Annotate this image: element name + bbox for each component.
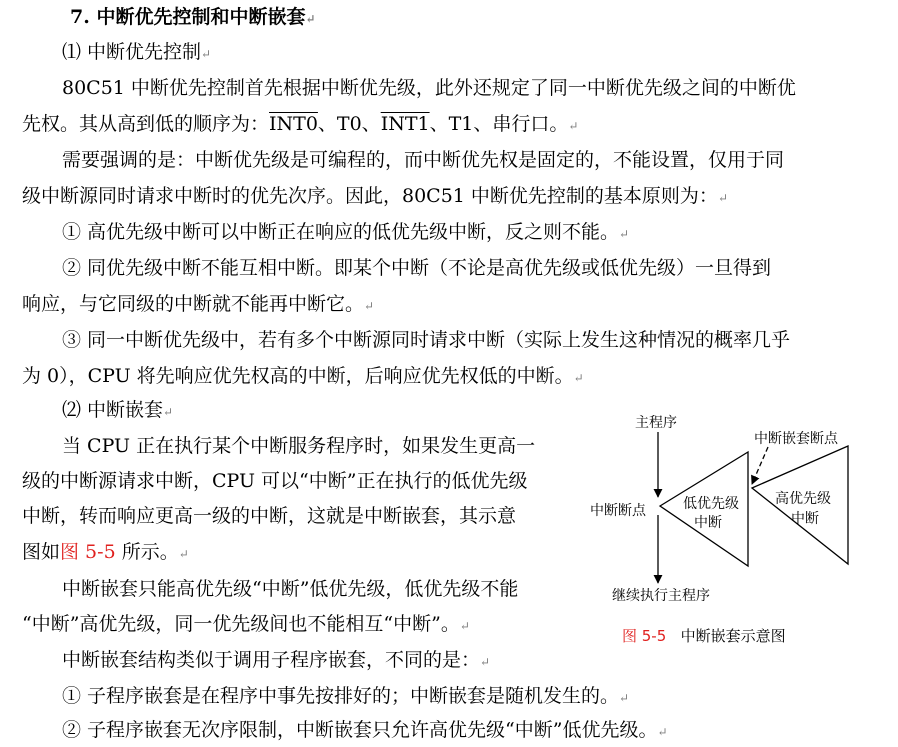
paragraph-priority-line: 80C51 中断优先控制首先根据中断优先级，此外还规定了同一中断优先级之间的中断优	[62, 77, 796, 99]
figure-link[interactable]: 图 5-5	[60, 541, 116, 563]
section-heading: 7. 中断优先控制和中断嵌套↵	[70, 6, 316, 28]
paragraph-nesting-line: 图如图 5-5 所示。↵	[22, 541, 189, 563]
figure-caption	[622, 625, 786, 646]
high-priority-label: 中断	[791, 511, 819, 527]
low-priority-label: 低优先级	[683, 496, 739, 512]
int1-signal: INT1	[380, 113, 430, 135]
continue-main-label: 继续执行主程序	[612, 588, 710, 604]
nest-breakpoint-arrow	[752, 447, 768, 484]
difference-item: ② 子程序嵌套无次序限制，中断嵌套只允许高优先级“中断”低优先级。↵	[62, 719, 668, 741]
nest-breakpoint-label: 中断嵌套断点	[754, 431, 838, 447]
subsection-title-priority: ⑴ 中断优先控制↵	[62, 41, 212, 63]
main-program-label: 主程序	[635, 415, 677, 431]
paragraph-nesting-line: 中断，转而响应更高一级的中断，这就是中断嵌套，其示意	[22, 505, 517, 527]
paragraph-nesting-line: 级的中断源请求中断，CPU 可以“中断”正在执行的低优先级	[22, 470, 528, 492]
paragraph-comparison: 中断嵌套结构类似于调用子程序嵌套，不同的是：↵	[62, 649, 491, 671]
paragraph-nesting-rule-line: 中断嵌套只能高优先级“中断”低优先级，低优先级不能	[62, 578, 519, 600]
paragraph-nesting-line: 当 CPU 正在执行某个中断服务程序时，如果发生更高一	[62, 435, 536, 457]
paragraph-emphasis-line: 级中断源同时请求中断时的优先次序。因此，80C51 中断优先控制的基本原则为：↵	[22, 185, 728, 207]
paragraph-emphasis-line: 需要强调的是：中断优先级是可编程的，而中断优先权是固定的，不能设置，仅用于同	[62, 149, 785, 171]
rule-item: ② 同优先级中断不能互相中断。即某个中断（不论是高优先级或低优先级）一旦得到	[62, 257, 772, 279]
rule-item: 为 0），CPU 将先响应优先权高的中断，后响应优先权低的中断。↵	[22, 365, 584, 387]
difference-item: ① 子程序嵌套是在程序中事先按排好的；中断嵌套是随机发生的。↵	[62, 685, 630, 707]
rule-item: ① 高优先级中断可以中断正在响应的低优先级中断，反之则不能。↵	[62, 221, 630, 243]
figure-caption-text: 中断嵌套示意图	[680, 627, 786, 645]
subsection-title-nesting: ⑵ 中断嵌套↵	[62, 399, 174, 421]
high-priority-label: 高优先级	[775, 491, 831, 507]
low-priority-label: 中断	[694, 515, 722, 531]
breakpoint-label: 中断断点	[590, 503, 646, 519]
paragraph-nesting-rule-line: “中断”高优先级，同一优先级间也不能相互“中断”。↵	[22, 613, 470, 635]
figure-caption-number: 图 5-5	[622, 627, 667, 645]
int0-signal: INT0	[269, 113, 318, 135]
rule-item: 响应，与它同级的中断就不能再中断它。↵	[22, 293, 375, 315]
rule-item: ③ 同一中断优先级中，若有多个中断源同时请求中断（实际上发生这种情况的概率几乎	[62, 329, 791, 351]
paragraph-priority-line: 先权。其从高到低的顺序为：INT0、T0、INT1、T1、串行口。↵	[22, 113, 579, 135]
